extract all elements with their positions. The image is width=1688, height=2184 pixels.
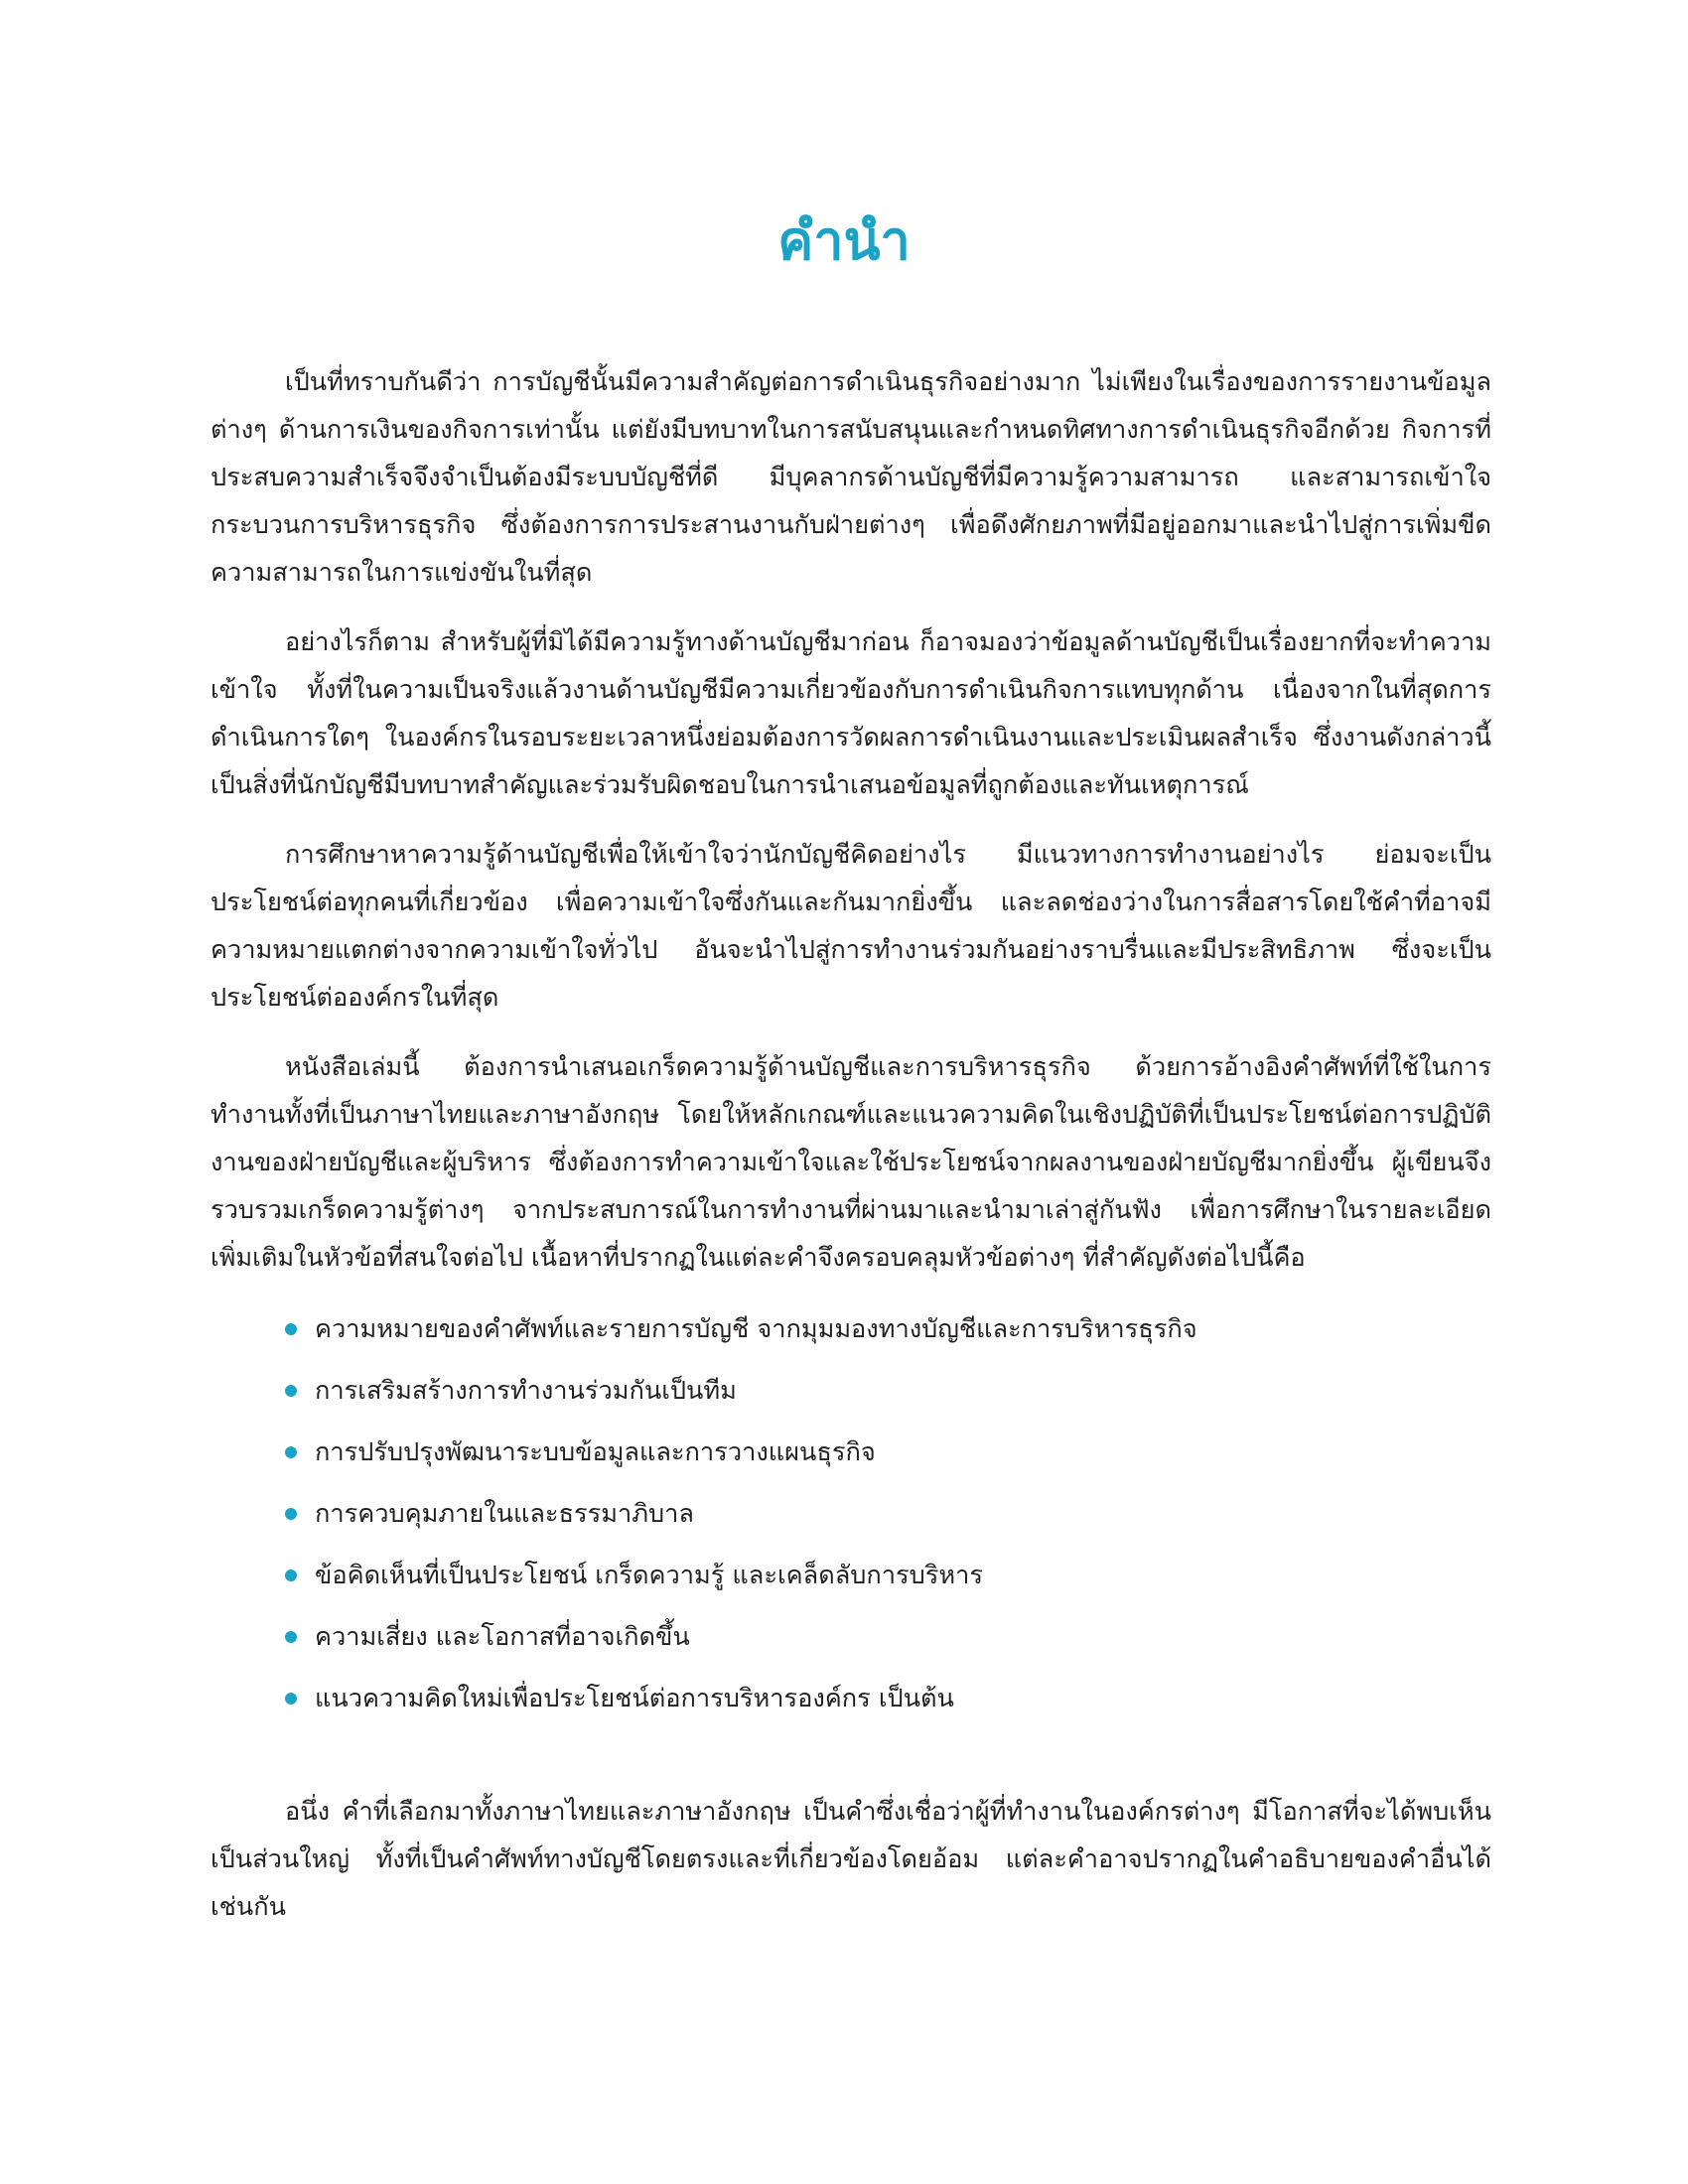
list-item-text: ความหมายของคำศัพท์และรายการบัญชี จากมุมมองทางบัญชีและการบริหารธุรกิจ — [315, 1313, 1197, 1343]
paragraph-4: หนังสือเล่มนี้ ต้องการนำเสนอเกร็ดความรู้ด้านบัญชีและการบริหารธุรกิจ ด้วยการอ้างอิงคำศัพท์ที่ใช้ในการทำงานทั้งที่เป็นภาษาไทยและภาษาอังกฤษ โดยให้หลักเกณฑ์และแนวความคิดในเชิงปฏิบัติที่เป็นประโยชน์ต่อการปฏิบัติงานของฝ่ายบัญชีและผู้บริหาร ซึ่งต้องการทำความเข้าใจและใช้ประโยชน์จากผลงานของฝ่ายบัญชีมากยิ่งขึ้น ผู้เขียนจึงรวบรวมเกร็ดความรู้ต่างๆ จากประสบการณ์ในการทำงานที่ผ่านมาและนำมาเล่าสู่กันฟัง เพื่อการศึกษาในรายละเอียดเพิ่มเติมในหัวข้อที่สนใจต่อไป เนื้อหาที่ปรากฏในแต่ละคำจึงครอบคลุมหัวข้อต่างๆ ที่สำคัญดังต่อไปนี้คือ — [211, 1051, 1491, 1272]
list-item-text: การปรับปรุงพัฒนาระบบข้อมูลและการวางแผนธุรกิจ — [315, 1436, 876, 1466]
preface-body — [211, 357, 1491, 1930]
list-item-text: การควบคุมภายในและธรรมาภิบาล — [315, 1498, 694, 1528]
page-title: คำนำ — [777, 209, 911, 272]
paragraph-1: เป็นที่ทราบกันดีว่า การบัญชีนั้นมีความสำคัญต่อการดำเนินธุรกิจอย่างมาก ไม่เพียงในเรื่องของการรายงานข้อมูลต่างๆ ด้านการเงินของกิจการเท่านั้น แต่ยังมีบทบาทในการสนับสนุนและกำหนดทิศทางการดำเนินธุรกิจอีกด้วย กิจการที่ประสบความสำเร็จจึงจำเป็นต้องมีระบบบัญชีที่ดี มีบุคลากรด้านบัญชีที่มีความรู้ความสามารถ และสามารถเข้าใจกระบวนการบริหารธุรกิจ ซึ่งต้องการการประสานงานกับฝ่ายต่างๆ เพื่อดึงศักยภาพที่มีอยู่ออกมาและนำไปสู่การเพิ่มขีดความสามารถในการแข่งขันในที่สุด — [211, 366, 1491, 587]
bullet-dot-icon — [285, 1323, 297, 1335]
paragraph-2: อย่างไรก็ตาม สำหรับผู้ที่มิได้มีความรู้ทางด้านบัญชีมาก่อน ก็อาจมองว่าข้อมูลด้านบัญชีเป็นเรื่องยากที่จะทำความเข้าใจ ทั้งที่ในความเป็นจริงแล้วงานด้านบัญชีมีความเกี่ยวข้องกับการดำเนินกิจการแทบทุกด้าน เนื่องจากในที่สุดการดำเนินการใดๆ ในองค์กรในรอบระยะเวลาหนึ่งย่อมต้องการวัดผลการดำเนินงานและประเมินผลสำเร็จ ซึ่งงานดังกล่าวนี้เป็นสิ่งที่นักบัญชีมีบทบาทสำคัญและร่วมรับผิดชอบในการนำเสนอข้อมูลที่ถูกต้องและทันเหตุการณ์ — [211, 626, 1491, 799]
list-item-text: แนวความคิดใหม่เพื่อประโยชน์ต่อการบริหารองค์กร เป็นต้น — [315, 1683, 954, 1712]
topic-list — [211, 1304, 1491, 1735]
bullet-dot-icon — [285, 1693, 297, 1705]
bullet-dot-icon — [285, 1385, 297, 1397]
list-item — [285, 1489, 1491, 1551]
list-item — [285, 1428, 1491, 1489]
list-item — [285, 1551, 1491, 1612]
bullet-dot-icon — [285, 1446, 297, 1458]
list-item — [285, 1304, 1491, 1366]
bullet-dot-icon — [285, 1631, 297, 1643]
bullet-dot-icon — [285, 1570, 297, 1581]
list-item — [285, 1612, 1491, 1674]
list-item — [285, 1366, 1491, 1428]
list-item-text: ความเสี่ยง และโอกาสที่อาจเกิดขึ้น — [315, 1621, 690, 1651]
list-item-text: ข้อคิดเห็นที่เป็นประโยชน์ เกร็ดความรู้ และเคล็ดลับการบริหาร — [315, 1560, 984, 1589]
bullet-dot-icon — [285, 1508, 297, 1520]
list-item — [285, 1674, 1491, 1735]
list-item-text: การเสริมสร้างการทำงานร่วมกันเป็นทีม — [315, 1375, 737, 1405]
paragraph-3: การศึกษาหาความรู้ด้านบัญชีเพื่อให้เข้าใจว่านักบัญชีคิดอย่างไร มีแนวทางการทำงานอย่างไร ย่อมจะเป็นประโยชน์ต่อทุกคนที่เกี่ยวข้อง เพื่อความเข้าใจซึ่งกันและกันมากยิ่งขึ้น และลดช่องว่างในการสื่อสารโดยใช้คำที่อาจมีความหมายแตกต่างจากความเข้าใจทั่วไป อันจะนำไปสู่การทำงานร่วมกันอย่างราบรื่นและมีประสิทธิภาพ ซึ่งจะเป็นประโยชน์ต่อองค์กรในที่สุด — [211, 839, 1491, 1012]
paragraph-5: อนึ่ง คำที่เลือกมาทั้งภาษาไทยและภาษาอังกฤษ เป็นคำซึ่งเชื่อว่าผู้ที่ทำงานในองค์กรต่างๆ มีโอกาสที่จะได้พบเห็นเป็นส่วนใหญ่ ทั้งที่เป็นคำศัพท์ทางบัญชีโดยตรงและที่เกี่ยวข้องโดยอ้อม แต่ละคำอาจปรากฏในคำอธิบายของคำอื่นได้เช่นกัน — [211, 1796, 1491, 1921]
